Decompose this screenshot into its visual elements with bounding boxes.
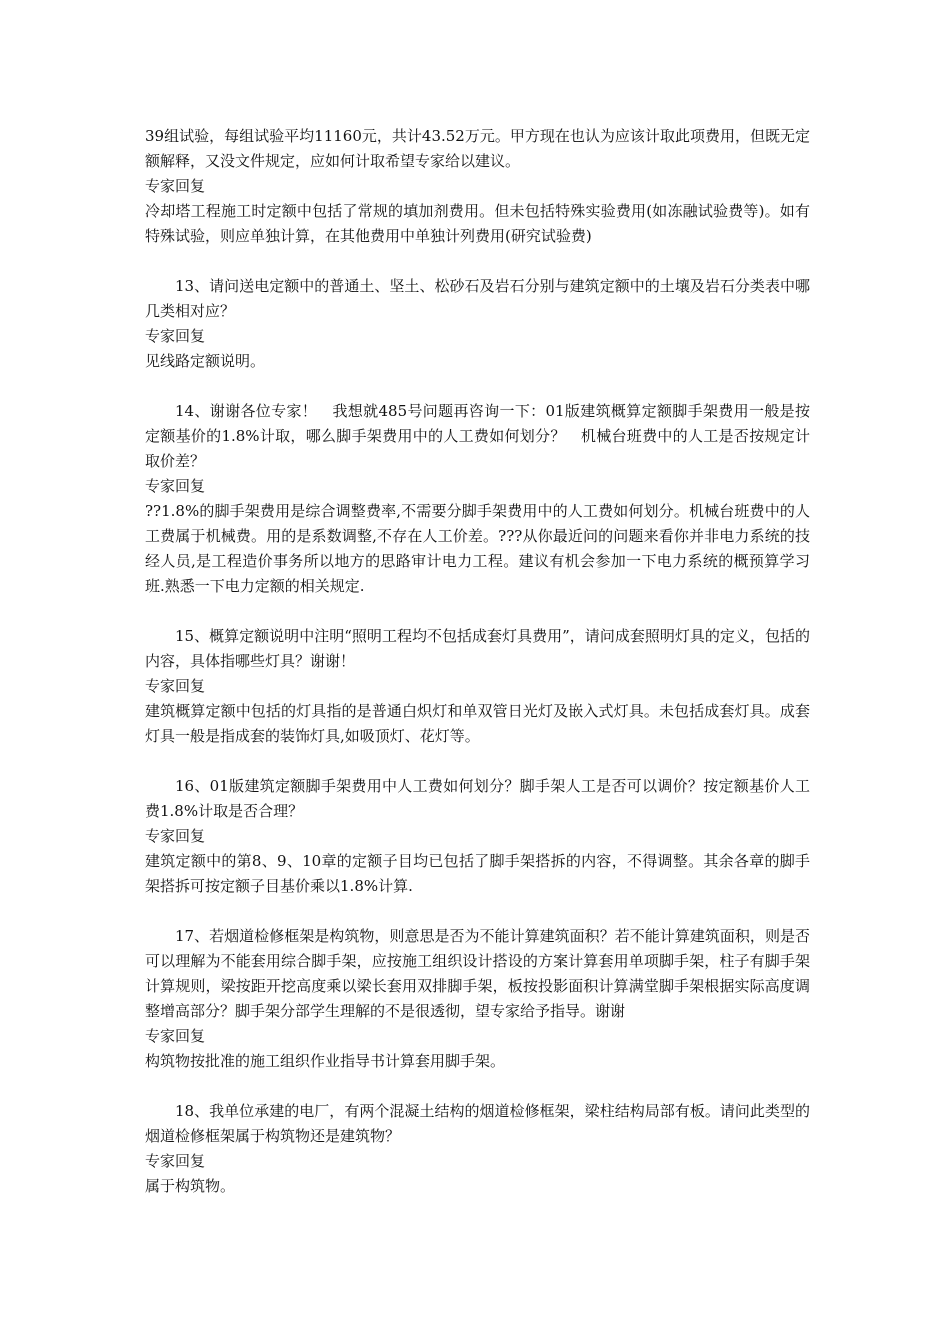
reply-label: 专家回复: [145, 477, 206, 495]
intro-question-tail: 39组试验，每组试验平均11160元，共计43.52万元。甲方现在也认为应该计取此项费用，但既无定额解释，又没文件规定，应如何计取希望专家给以建议。: [145, 127, 810, 170]
document-page: [145, 124, 810, 1199]
qa-item-17: [145, 924, 810, 1074]
question-14: 14、谢谢各位专家！ 我想就485号问题再咨询一下：01版建筑概算定额脚手架费用一般是按定额基价的1.8%计取，哪么脚手架费用中的人工费如何划分？ 机械台班费中的人工是否按规定计取价差？: [145, 402, 810, 470]
reply-label: 专家回复: [145, 1027, 206, 1045]
paragraph-gap: [145, 749, 810, 774]
answer-13: 见线路定额说明。: [145, 352, 266, 370]
qa-item-14: [145, 399, 810, 599]
reply-label: 专家回复: [145, 1152, 206, 1170]
reply-label: 专家回复: [145, 827, 206, 845]
intro-answer: 冷却塔工程施工时定额中包括了常规的填加剂费用。但未包括特殊实验费用(如冻融试验费等)。如有特殊试验，则应单独计算，在其他费用中单独计列费用(研究试验费): [145, 202, 810, 245]
paragraph-gap: [145, 374, 810, 399]
paragraph-gap: [145, 599, 810, 624]
question-15: 15、概算定额说明中注明“照明工程均不包括成套灯具费用”，请问成套照明灯具的定义，包括的内容，具体指哪些灯具？谢谢！: [145, 627, 810, 670]
paragraph-gap: [145, 899, 810, 924]
question-13: 13、请问送电定额中的普通土、坚土、松砂石及岩石分别与建筑定额中的土壤及岩石分类表中哪几类相对应？: [145, 277, 810, 320]
paragraph-gap: [145, 249, 810, 274]
question-16: 16、01版建筑定额脚手架费用中人工费如何划分？脚手架人工是否可以调价？按定额基价人工费1.8%计取是否合理？: [145, 777, 810, 820]
answer-15: 建筑概算定额中包括的灯具指的是普通白炽灯和单双管日光灯及嵌入式灯具。未包括成套灯具。成套灯具一般是指成套的装饰灯具,如吸顶灯、花灯等。: [145, 702, 810, 745]
reply-label: 专家回复: [145, 177, 206, 195]
qa-item-16: [145, 774, 810, 899]
qa-item-15: [145, 624, 810, 749]
answer-16: 建筑定额中的第8、9、10章的定额子目均已包括了脚手架搭拆的内容，不得调整。其余各章的脚手架搭拆可按定额子目基价乘以1.8%计算.: [145, 852, 810, 895]
qa-item-18: [145, 1099, 810, 1199]
answer-17: 构筑物按批准的施工组织作业指导书计算套用脚手架。: [145, 1052, 506, 1070]
reply-label: 专家回复: [145, 327, 206, 345]
reply-label: 专家回复: [145, 677, 206, 695]
paragraph-gap: [145, 1074, 810, 1099]
question-18: 18、我单位承建的电厂，有两个混凝土结构的烟道检修框架，梁柱结构局部有板。请问此类型的烟道检修框架属于构筑物还是建筑物？: [145, 1102, 810, 1145]
answer-18: 属于构筑物。: [145, 1177, 236, 1195]
answer-14: ??1.8%的脚手架费用是综合调整费率,不需要分脚手架费用中的人工费如何划分。机械台班费中的人工费属于机械费。用的是系数调整,不存在人工价差。???从你最近问的问题来看你并非电力系统的技经人员,是工程造价事务所以地方的思路审计电力工程。建议有机会参加一下电力系统的概预算学习班.熟悉一下电力定额的相关规定.: [145, 502, 810, 595]
question-17: 17、若烟道检修框架是构筑物，则意思是否为不能计算建筑面积？若不能计算建筑面积，则是否可以理解为不能套用综合脚手架，应按施工组织设计搭设的方案计算套用单项脚手架，柱子有脚手架计算规则，梁按距开挖高度乘以梁长套用双排脚手架，板按投影面积计算满堂脚手架根据实际高度调整增高部分？脚手架分部学生理解的不是很透彻，望专家给予指导。谢谢: [145, 927, 810, 1020]
qa-item-13: [145, 274, 810, 374]
